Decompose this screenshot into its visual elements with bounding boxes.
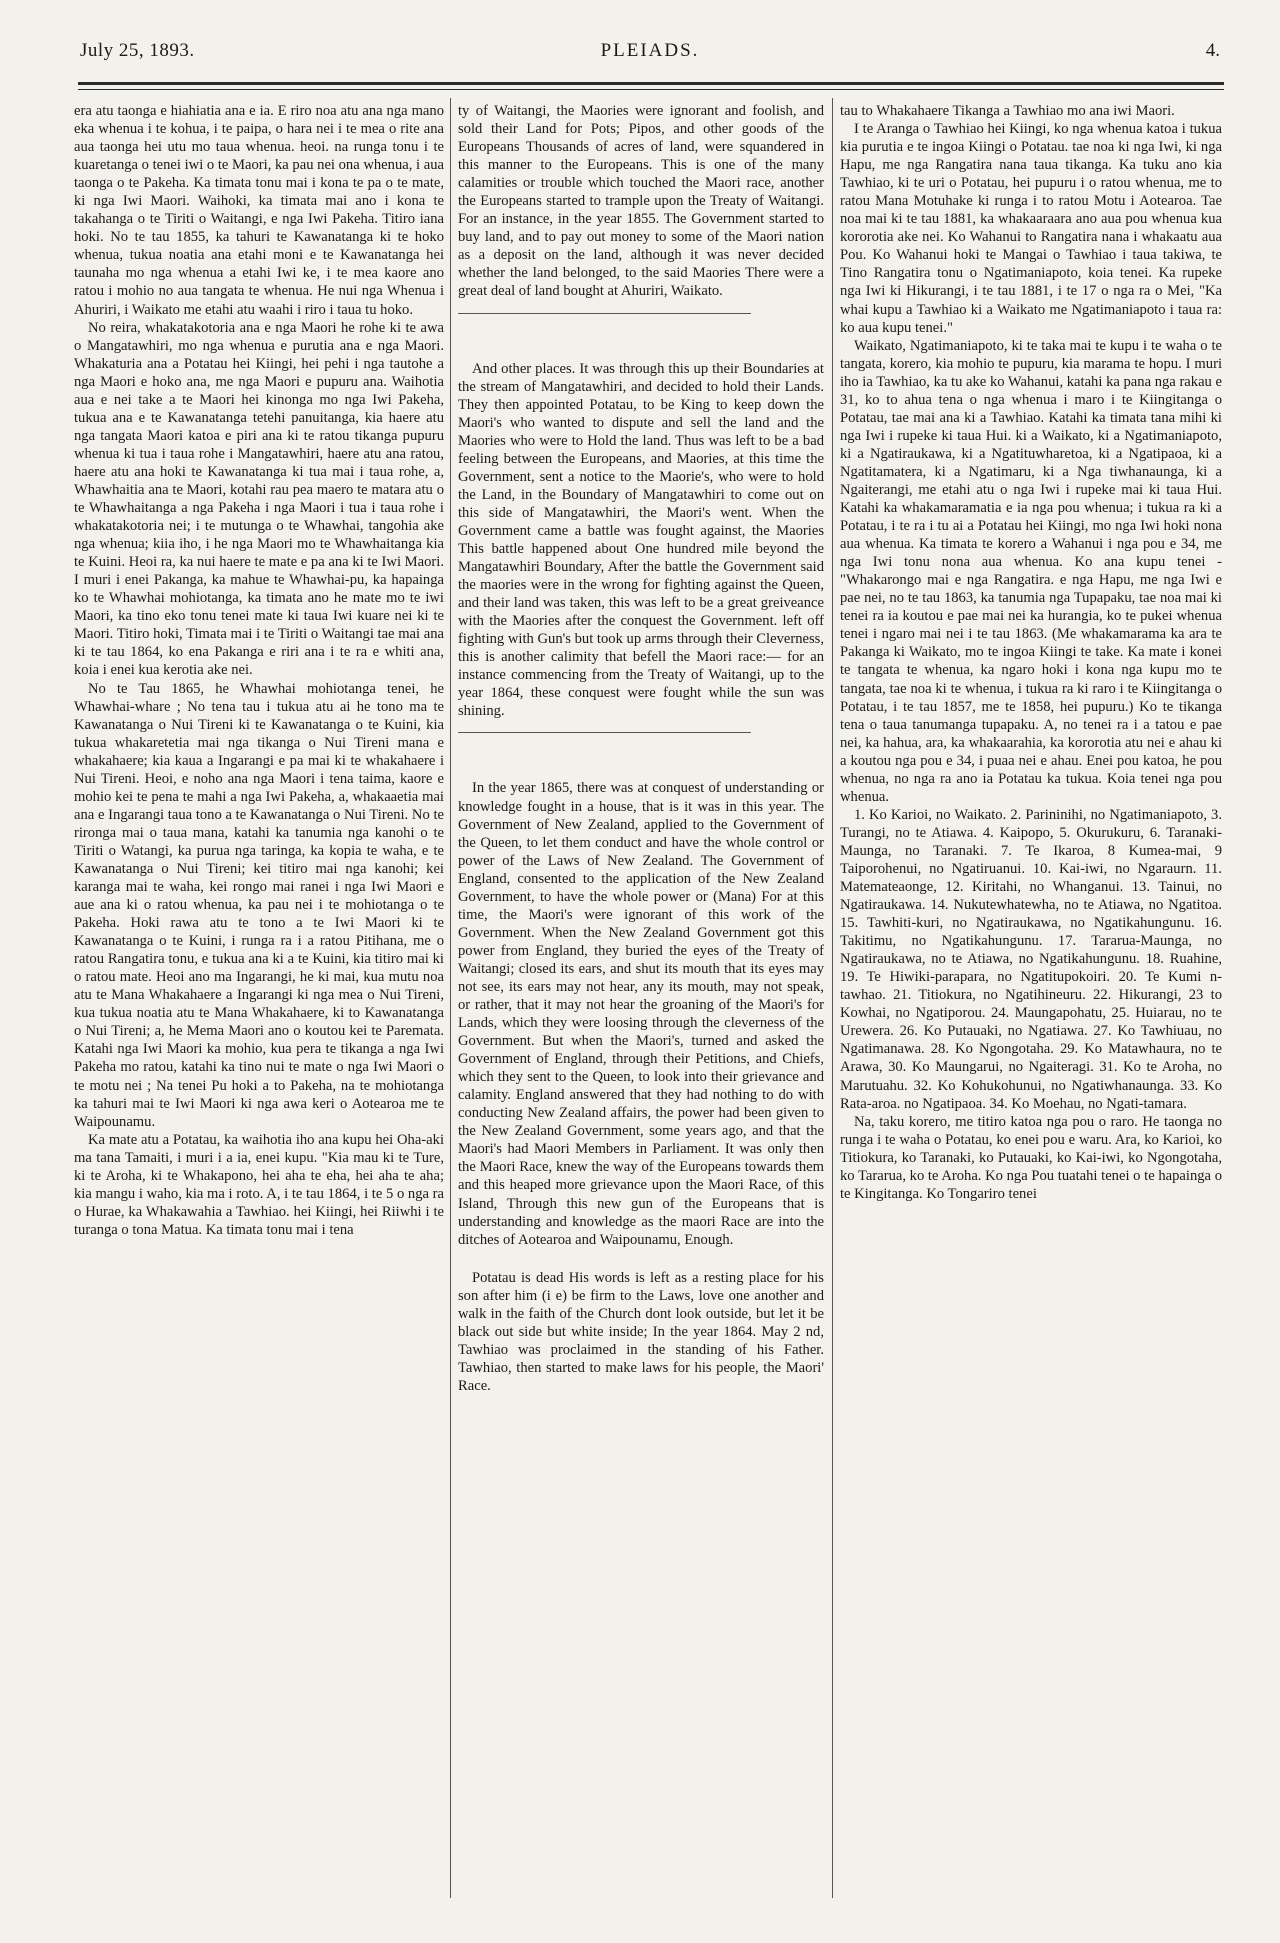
column-1-maori [74, 102, 444, 1902]
column-2-english [458, 102, 824, 1902]
paragraph: tau to Whakahaere Tikanga a Tawhiao mo ana iwi Maori. [840, 103, 1175, 119]
column-divider-2 [832, 98, 833, 1898]
paragraph: Potatau is dead His words is left as a resting place for his son after him (i e) be firm to the Laws, love one another and walk in the faith of the Church dont look outside, but let it be black out side but white inside; In the year 1864. May 2 nd, Tawhiao was proclaimed in the standing of his Father. Tawhiao, then started to make laws for his people, the Maori' Race. [458, 1269, 824, 1394]
masthead-title: PLEIADS. [600, 40, 700, 61]
paragraph: Waikato, Ngatimaniapoto, ki te taka mai te kupu i te waha o te tangata, korero, kia mohio te pupuru, kia marama te hopu. I muri iho ia Tawhiao, ka tu ake ko Wahanui, katahi ka pana nga rakau e 31, ko to ahua tena o nga whenua i maro i te Kiingitanga o Potatau, tae mai ana ki a Tawhiao. Katahi ka timata tana mihi ki nga Iwi i rupeke ki taua Hui. ki a Waikato, ki a Ngatimaniapoto, ki a Ngatiraukawa, ki a Ngatituwharetoa, ki a Ngatipaoa, ki a Ngatitamatera, ki a Ngatimaru, ki a Nga tiwhanaunga, ki a Ngaiterangi, me etahi atu o nga Iwi i rupeke mai ki taua Hui. Katahi ka whakamaramatia e ia nga pou whenua; i tukua ra ki a Potatau, i te ra i tu ai a Potatau hei Kiingi, mo nga Iwi hoki nona aua whenua. Ka timata te korero a Wahanui i nga pou e 34, me nga Iwi tonu nona aua whenua. Ko ana kupu tenei - "Whakarongo mai e nga Rangatira. e nga Hapu, me nga Iwi e pae nei, no te tau 1863, ka tanumia nga Tupapaku, tae noa mai ki tenei ra ia koutou e pae mai nei ka hurangia, ko te pukei whenua tenei i ngaro mai nei i te tau 1863. (Me whakamarama ka ara te Pakanga ki Waikato, mo te ingoa Kiingi te take. Ka mate i konei te tangata te whenua, ka ngaro hoki i kona nga kupu mo te tangata, tae noa ki te whenua, i tukua ra ki raro i te Kiingitanga o Potatau, i te tau 1857, me te 1858, hei pupuru.) Ko te tikanga tena o taua tanumanga tupapaku. A, no tenei ra i a tatou e pae nei, ka hahua, ara, ka whakaarahia, ka kororotia atu nei e ahau ki a koutou nga pou e 34, i puaa nei e ahau. Enei pou katoa, he pou whenua, no nga ra ano ia Potatau ka tukua. Koia tenei nga pou whenua. [840, 337, 1222, 805]
paragraph: Ka mate atu a Potatau, ka waihotia iho ana kupu hei Oha-aki ma tana Tamaiti, i muri i a ia, enei kupu. "Kia mau ki te Ture, ki te Aroha, ki te Whakapono, hei aha te eha, hei aha te aha; kia mangu i waho, kia ma i roto. A, i te tau 1864, i te 5 o nga ra o Hurae, ka Whakawahia a Tawhiao. hei Kiingi, hei Riiwhi i te turanga o tona Matua. Ka timata tonu mai i tena [74, 1131, 444, 1238]
paragraph: In the year 1865, there was at conquest of understanding or knowledge fought in a house, that is it was in this year. The Government of New Zealand, applied to the Government of the Queen, to let them conduct and have the whole control or power of the Laws of New Zealand. The Government of England, consented to the application of the New Zealand Government, to have the whole power or (Mana) For at this time, the Maori's were ignorant of this work of the Government. When the New Zealand Government got this power from England, they buried the eyes of the Treaty of Waitangi; closed its ears, and shut its mouth that its eyes may not see, its ears may not hear, any its mouth, may not speak, or rather, that it may not hear the groaning of the Maori's for Lands, which they were loosing through the cleverness of the Government. But when the Maori's, turned and asked the Government of England, through their Petitions, and Chiefs, which they sent to the Queen, to look into their grievance and calamity. England answered that they had nothing to do with conducting New Zealand affairs, the power had been given to the New Zealand Government, some years ago, and that the Maori's had Maori Members in Parliament. It was only then the Maori Race, knew the way of the Europeans towards them and this heaped more grievance upon the Maori Race, of this Island, Through this new gun of the Europeans that is understanding and knowledge as the maori Race are into the ditches of Aotearoa and Waipounamu, Enough. [458, 780, 824, 1248]
paragraph: No te Tau 1865, he Whawhai mohiotanga tenei, he Whawhai-whare ; No tena tau i tukua atu ai he tono ma te Kawanatanga o Nui Tireni ki te Kawanatanga o te Kuini, kia tukua whakaretetia mai nga tikanga o Nui Tireni mana e whakahaere; kia kaua a Ingarangi e pa mai ki te whakahaere i Nui Tireni. Heoi, e noho ana nga Maori i tena taima, kaore e mohio kei te pena te mahi a nga Iwi Pakeha, a, whakaaetia mai ana e Ingarangi taua tono a te Kawanatanga o Nui Tireni. No te rironga mai o taua mana, katahi ka tanumia nga kanohi o te Tiriti o Watangi, ka purua nga taringa, ka kopia te waha, e te Kawanatanga o Nui Tireni; kei titiro mai nga kanohi; kei karanga mai te waha, kei rongo mai ranei i nga Iwi Maori e aue ana ki o ratou whenua, ka pau nei i te mohiotanga o te Pakeha. Hoki rawa atu te tono a te Iwi Maori ki te Kawanatanga o te Kuini, i runga ra i a ratou Pitihana, me o ratou Rangatira tonu, e tukua ana ki a te Kuini, kia titiro mai ki o ratou mate. Heoi ano ma Ingarangi, he ki mai, kua mutu noa atu te Mana Whakahaere a Ingarangi ki nga mea o Nui Tireni, kua tukua noatia atu te Mana Whakahaere, ki to Kawanatanga o Nui Tireni; a, he Mema Maori ano o koutou kei te Paremata. Katahi nga Iwi Maori ka mohio, kua pera te tikanga a nga Iwi Pakeha mo ratou, katahi ka tino nui te mate o nga Iwi Maori o te motu nei ; Na tenei Pu hoki a to Pakeha, na te mohiotanga ka tahuri mai te Iwi Maori ki nga awa keri o Aotearoa me te Waipounamu. [74, 680, 444, 1130]
page-header [80, 40, 1220, 70]
paragraph: And other places. It was through this up their Boundaries at the stream of Mangatawhiri, and decided to hold their Lands. They then appointed Potatau, to be King to keep down the Maori's who wanted to dispute and sell the land and the Maories who were to Hold the land. Thus was left to be a bad feeling between the Europeans, and Maories, at this time the Government, sent a notice to the Maorie's, who were to hold the Land, in the Boundary of Mangatawhiri to come out on this side of Mangatawhiri, the Maori's went. When the Government came a battle was fought against, the Maories This battle happened about One hundred mile beyond the Mangatawhiri Boundary, After the battle the Government said the maories were in the wrong for fighting against the Queen, and their land was taken, this was left to be a great greiveance with the Maories after the conquest the Government. left off fighting with Gun's but took up arms through their Cleverness, this is another calimity that befell the Maori race:— for an instance commencing from the Treaty of Waitangi, up to the year 1864, these conquest were fought while the sun was shining. [458, 360, 824, 720]
section-rule [458, 732, 751, 733]
paragraph: I te Aranga o Tawhiao hei Kiingi, ko nga whenua katoa i tukua kia purutia e te ingoa Kiingi o Potatau. tae noa ki nga Iwi, ki nga Hapu, me nga Rangatira nana taua tikanga. Ka tuku ano kia Tawhiao, ki te uri o Potatau, hei pupuru i o ratou whenua, me to ratou Mana Motuhake ki runga i to ratou Motu i Aotearoa. Tae noa mai ki te tau 1881, ka whakaaraara ano aua pou whenua kua kororotia ake nei. Ko Wahanui to Rangatira nana i whakaatu aua Pou. Ko Wahanui hoki te Mangai o Tawhiao i taua takiwa, te Tino Rangatira tonu o Ngatimaniapoto, koia tenei. Ka rupeke nga Iwi ki Hikurangi, i te tau 1881, i te 17 o nga ra o Mei, "Ka whai kupu a Tawhiao ki a Waikato me Ngatimaniapoto i taua ra: ko aua kupu tenei." [840, 121, 1222, 336]
column-3-maori [840, 102, 1222, 1902]
paragraph: 1. Ko Karioi, no Waikato. 2. Parininihi, no Ngatimaniapoto, 3. Turangi, no te Atiawa. 4. Kaipopo, 5. Okurukuru, 6. Taranaki-Maunga, no Taranaki. 7. Te Ikaroa, 8 Kumea-mai, 9 Taiporohenui, no Ngatiruanui. 10. Kai-iwi, no Ngaraurn. 11. Matemateaonge, 12. Kiritahi, no Whanganui. 13. Tainui, no Ngatiraukawa. 14. Nukutewhatewha, no te Atiawa, no Ngatitoa. 15. Tawhiti-kuri, no Ngatiraukawa, no Ngatikahungunu. 16. Takitimu, no Ngatikahungunu. 17. Tararua-Maunga, no Ngatiraukawa, no te Atiawa, no Ngatikahungunu. 18. Ruahine, 19. Te Hiwiki-parapara, no Ngatitupokoiri. 20. Te Kumi n-tawhao. 21. Titiokura, no Ngatihineuru. 22. Hikurangi, 23 to Kowhai, no Ngatiporou. 24. Maungapohatu, 25. Huiarau, no te Urewera. 26. Ko Putauaki, no Ngatiawa. 27. Ko Tawhiuau, no Ngatimanawa. 28. Ko Ngongotaha. 29. Ko Matawhaura, no te Arawa, 30. Ko Maungarui, no Ngaiteragi. 31. Ko te Aroha, no Marutuahu. 32. Ko Kohukohunui, no Ngatiwhanaunga. 33. Ko Rata-aroa. no Ngatipaoa. 34. Ko Moehau, no Ngati-tamara. [840, 806, 1222, 1112]
header-rule-thick [78, 82, 1224, 85]
paragraph: No reira, whakatakotoria ana e nga Maori he rohe ki te awa o Mangatawhiri, mo nga whenua e purutia ana e nga Maori. Whakaturia ana a Potatau hei Kiingi, hei pehi i nga tautohe a nga Maori e hoko ana, me nga Maori e pupuru ana. Waihotia aua e nei take a te Maori hei kinonga mo nga Iwi Pakeha, tukua ana e te Kawanatanga tetehi panuitanga, kia haere atu nga tangata Maori katoa e piri ana ki te ratou tikanga pupuru whenua ki tua i taua rohe i Mangatawhiri, haere atu ana ratou, haere atu ana hoki te Kawanatanga ki tua mai i taua rohe, a, Whawhaitia ana te Maori, kotahi rau pea maero te matara atu o te Whawhaitanga a nga Pakeha i nga Maori i tua i taua rohe i whakatakotoria nei; i te mutunga o te Whawhai, tangohia ake nga whenua; kiia iho, i he nga Maori mo te Whawhaitanga kia te Kuini. Heoi ra, ka nui haere te mate e pa ana ki te Iwi Maori. I muri i enei Pakanga, ka mahue te Whawhai-pu, ka hapainga ko te Whawhai mohiotanga, ka timata ano he mate mo te iwi Maori, ka tino eko tonu tenei mate ki taua Iwi kuare nei ki te Maori. Titiro hoki, Timata mai i te Tiriti o Waitangi tae mai ana ki te tau 1864, ko ena Pakanga e riri ana i te ra e whiti ana, koia i enei kua kerotia ake nei. [74, 319, 444, 679]
header-rule-thin [78, 89, 1224, 90]
paragraph: Na, taku korero, me titiro katoa nga pou o raro. He taonga no runga i te waha o Potatau, ko enei pou e waru. Ara, ko Karioi, ko Titiokura, ko Taranaki, ko Putauaki, ko Kai-iwi, ko Ngongotaha, ko Tararua, ko te Aroha. Ko nga Pou tuatahi tenei o te hapainga o te Kingitanga. Ko Tongariro tenei [840, 1113, 1222, 1202]
page-number: 4. [1205, 40, 1220, 61]
paragraph: era atu taonga e hiahiatia ana e ia. E riro noa atu ana nga mano eka whenua i te kohua, i te paipa, o hara nei i te mea o rite ana aua taonga hei utu mo taua whenua. heoi. na runga tonu i te kuaretanga o tenei iwi o te Maori, ka pau nei ona whenua, i aua taonga o te Pakeha. Ka timata tonu mai i kona te pa o te mate, ki nga Iwi Maori. Waihoki, ka timata mai ano i kona te takahanga o te Tiriti o Waitangi, e nga Iwi Pakeha. Titiro iana hoki. No te tau 1855, ka tahuri te Kawanatanga ki te hoko whenua, tukua noatia ana etahi moni e te Kawanatanga hei taunaha mo nga whenua a etahi Iwi ke, i te mea kaore ano ratou i mohio no aua tangata te whenua. He nui nga Whenua i Ahuriri, i Waikato me etahi atu waahi i riro i taua tu hoko. [74, 103, 444, 318]
issue-date: July 25, 1893. [80, 40, 195, 61]
column-divider-1 [450, 98, 451, 1898]
section-rule [458, 313, 751, 314]
paragraph: ty of Waitangi, the Maories were ignorant and foolish, and sold their Land for Pots; Pipos, and other goods of the Europeans Thousands of acres of land, were squandered in this manner to the Europeans. This is one of the many calamities or trouble which touched the Maori race, another the Europeans started to trample upon the Treaty of Waitangi. For an instance, in the year 1855. The Government started to buy land, and to pay out money to some of the Maori nation as a deposit on the land, although it was never decided whether the land belonged, to the said Maories There were a great deal of land bought at Ahuriri, Waikato. [458, 103, 824, 300]
